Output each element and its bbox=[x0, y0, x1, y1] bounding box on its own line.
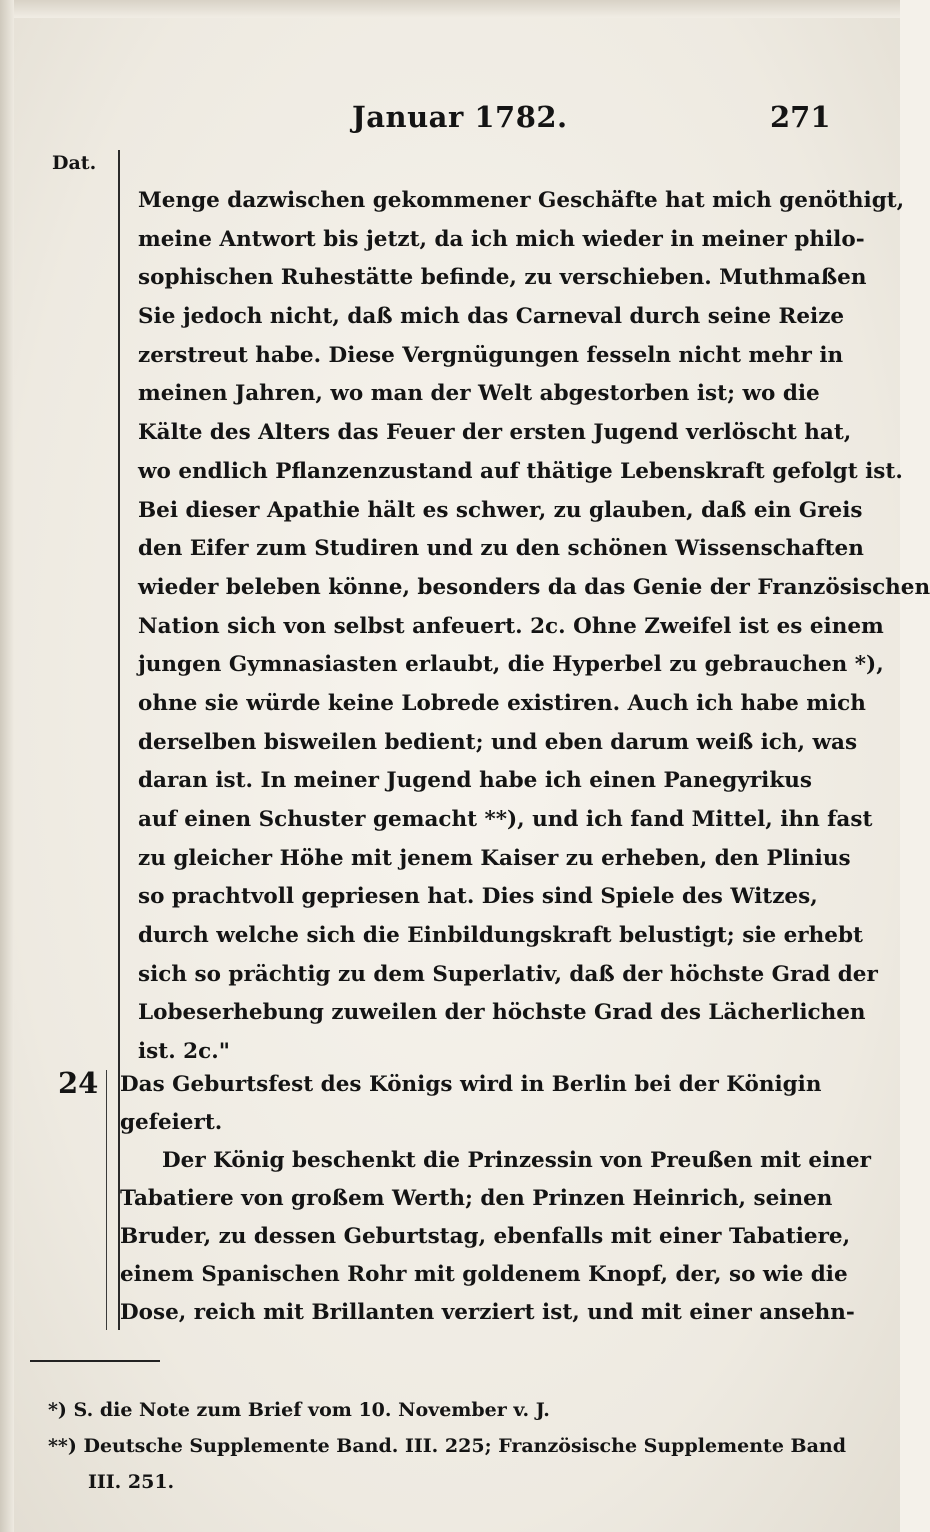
text-line: den Eifer zum Studiren und zu den schönen Wissenschaften bbox=[138, 536, 864, 562]
running-header bbox=[0, 100, 900, 140]
entry-text bbox=[120, 1066, 871, 1332]
margin-date-label: Dat. bbox=[52, 152, 97, 174]
text-line: zerstreut habe. Diese Vergnügungen fesseln nicht mehr in bbox=[138, 342, 844, 368]
text-line: derselben bisweilen bedient; und eben darum weiß ich, was bbox=[138, 729, 858, 755]
text-line: Menge dazwischen gekommener Geschäfte hat mich genöthigt, bbox=[138, 188, 905, 213]
text-line: durch welche sich die Einbildungskraft belustigt; sie erhebt bbox=[138, 923, 863, 949]
text-line: jungen Gymnasiasten erlaubt, die Hyperbel zu gebrauchen *), bbox=[138, 652, 884, 678]
entry-line: Dose, reich mit Brillanten verziert ist, und mit einer ansehn- bbox=[120, 1300, 855, 1325]
text-line: Kälte des Alters das Feuer der ersten Jugend verlöscht hat, bbox=[138, 420, 852, 446]
footnote: **) Deutsche Supplemente Band. III. 225; Französische Supplemente Band bbox=[48, 1435, 847, 1457]
text-line: sophischen Ruhestätte befinde, zu verschieben. Muthmaßen bbox=[138, 265, 867, 291]
text-line: meinen Jahren, wo man der Welt abgestorben ist; wo die bbox=[138, 381, 820, 407]
entry-line: Das Geburtsfest des Königs wird in Berlin bei der Königin bbox=[120, 1072, 822, 1097]
entry-line: einem Spanischen Rohr mit goldenem Knopf, der, so wie die bbox=[120, 1262, 848, 1287]
text-line: ohne sie würde keine Lobrede existiren. Auch ich habe mich bbox=[138, 690, 866, 716]
text-line: Bei dieser Apathie hält es schwer, zu glauben, daß ein Greis bbox=[138, 497, 863, 523]
text-line: daran ist. In meiner Jugend habe ich einen Panegyrikus bbox=[138, 768, 812, 794]
footnote-divider bbox=[30, 1360, 160, 1362]
text-line: Sie jedoch nicht, daß mich das Carneval durch seine Reize bbox=[138, 304, 845, 330]
text-line: auf einen Schuster gemacht **), und ich fand Mittel, ihn fast bbox=[138, 807, 873, 832]
entry-line: Tabatiere von großem Werth; den Prinzen Heinrich, seinen bbox=[120, 1186, 833, 1211]
text-line: wieder beleben könne, besonders da das Genie der Französischen bbox=[138, 574, 930, 600]
text-line: Lobeserhebung zuweilen der höchste Grad des Lächerlichen bbox=[138, 1000, 866, 1026]
letter-text bbox=[138, 182, 930, 1072]
entry-line: Bruder, zu dessen Geburtstag, ebenfalls mit einer Tabatiere, bbox=[120, 1224, 851, 1249]
page-number: 271 bbox=[770, 100, 831, 134]
footnote: *) S. die Note zum Brief vom 10. November v. J. bbox=[48, 1399, 550, 1421]
footnotes bbox=[48, 1392, 847, 1500]
text-line: zu gleicher Höhe mit jenem Kaiser zu erheben, den Plinius bbox=[138, 845, 851, 871]
entry-line: Der König beschenkt die Prinzessin von Preußen mit einer bbox=[162, 1148, 871, 1173]
entry-line: gefeiert. bbox=[120, 1110, 223, 1135]
text-line: meine Antwort bis jetzt, da ich mich wieder in meiner philo- bbox=[138, 226, 865, 252]
text-line: wo endlich Pflanzenzustand auf thätige Lebenskraft gefolgt ist. bbox=[138, 458, 903, 484]
scan-edge-top bbox=[0, 0, 900, 18]
text-line: sich so prächtig zu dem Superlativ, daß der höchste Grad der bbox=[138, 961, 878, 987]
footnote-continuation: III. 251. bbox=[88, 1471, 175, 1493]
margin-rule-secondary bbox=[106, 1070, 107, 1330]
text-line: so prachtvoll gepriesen hat. Dies sind Spiele des Witzes, bbox=[138, 884, 818, 910]
scan-edge-left bbox=[0, 0, 14, 1532]
text-line: ist. 2c." bbox=[138, 1039, 230, 1065]
entry-date: 24 bbox=[58, 1066, 99, 1100]
header-title: Januar 1782. bbox=[352, 100, 568, 134]
text-line: Nation sich von selbst anfeuert. 2c. Ohne Zweifel ist es einem bbox=[138, 613, 884, 639]
